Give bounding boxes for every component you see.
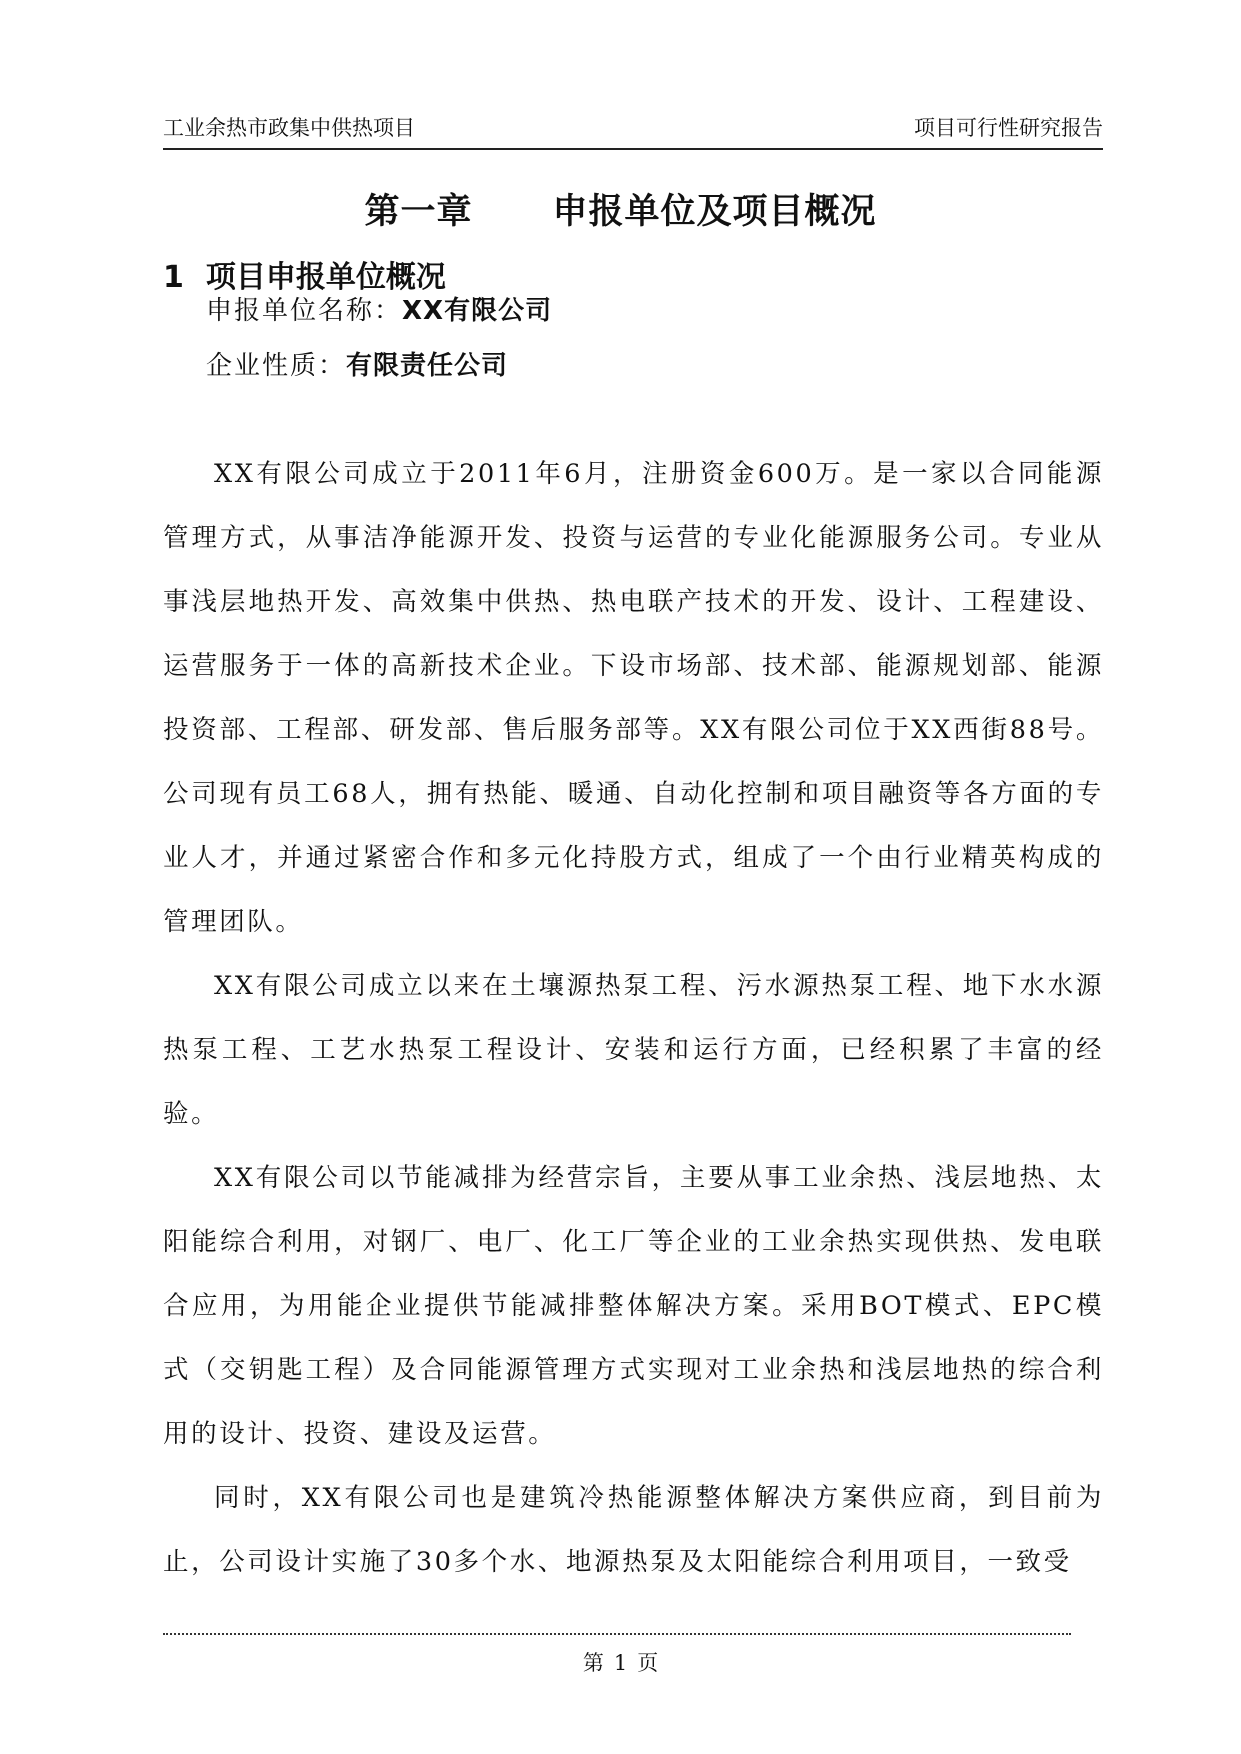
unit-name-value: XX有限公司 — [402, 296, 553, 326]
chapter-title: 申报单位及项目概况 — [552, 192, 877, 232]
footer-prefix: 第 — [582, 1651, 604, 1675]
body-text — [163, 442, 1104, 1594]
footer-suffix: 页 — [637, 1651, 659, 1675]
section-title: 项目申报单位概况 — [205, 260, 446, 295]
page-footer — [0, 1647, 1241, 1677]
header-left-title: 工业余热市政集中供热项目 — [163, 116, 415, 140]
company-nature-field — [206, 345, 508, 382]
unit-name-label: 申报单位名称： — [206, 296, 403, 326]
paragraph: XX有限公司成立以来在土壤源热泵工程、污水源热泵工程、地下水水源热泵工程、工艺水热泵工程设计、安装和运行方面，已经积累了丰富的经验。 — [163, 971, 1104, 1129]
unit-name-field — [206, 290, 552, 327]
paragraph: XX有限公司成立于2011年6月，注册资金600万。是一家以合同能源管理方式，从事洁净能源开发、投资与运营的专业化能源服务公司。专业从事浅层地热开发、高效集中供热、热电联产技术的开发、设计、工程建设、运营服务于一体的高新技术企业。下设市场部、技术部、能源规划部、能源投资部、工程部、研发部、售后服务部等。XX有限公司位于XX西街88号。 公司现有员工68人，拥有热能、暖通、自动化控制和项目融资等各方面的专业人才，并通过紧密合作和多元化持股方式，组成了一个由行业精英构成的管理团队。 — [163, 459, 1104, 937]
paragraph: XX有限公司以节能减排为经营宗旨，主要从事工业余热、浅层地热、太阳能综合利用，对钢厂、电厂、化工厂等企业的工业余热实现供热、发电联合应用，为用能企业提供节能减排整体解决方案。采用BOT模式、EPC模式（交钥匙工程）及合同能源管理方式实现对工业余热和浅层地热的综合利用的设计、投资、建设及运营。 — [163, 1163, 1104, 1449]
page-number: 1 — [613, 1651, 628, 1675]
company-nature-label: 企业性质： — [206, 351, 347, 381]
company-nature-value: 有限责任公司 — [346, 351, 509, 381]
paragraph: 同时，XX有限公司也是建筑冷热能源整体解决方案供应商，到目前为止，公司设计实施了30多个水、地源热泵及太阳能综合利用项目，一致受 — [163, 1483, 1104, 1577]
chapter-heading — [0, 184, 1241, 234]
footer-divider — [163, 1633, 1071, 1635]
section-number: 1 — [163, 260, 184, 295]
chapter-number: 第一章 — [364, 192, 473, 232]
header-right-title: 项目可行性研究报告 — [914, 116, 1103, 140]
page-header — [163, 110, 1103, 150]
